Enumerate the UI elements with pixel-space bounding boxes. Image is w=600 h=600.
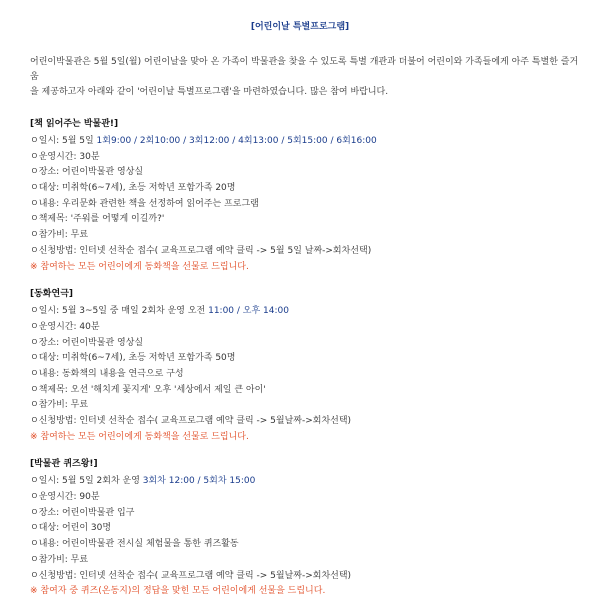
- section-heading: [동화연극]: [30, 289, 74, 300]
- schedule-times: 11:00 / 오후 14:00: [208, 306, 289, 317]
- info-location: ㅇ장소: 어린이박물관 영상실: [30, 167, 144, 178]
- page-title: [어린이날 특별프로그램]: [250, 22, 350, 32]
- info-content: ㅇ내용: 우리문화 관련한 책을 선정하여 읽어주는 프로그램: [30, 198, 259, 209]
- schedule-line: [14, 134, 586, 150]
- info-target: ㅇ대상: 미취학(6~7세), 초등 저학년 포함가족 20명: [30, 183, 236, 194]
- section-museum-quiz: [14, 457, 586, 600]
- schedule-line: [14, 474, 586, 490]
- info-content: ㅇ내용: 어린이박물관 전시실 체험물을 통한 퀴즈활동: [30, 539, 239, 550]
- intro-line-1: 어린이박물관은 5월 5일(월) 어린이날을 맞아 온 가족이 박물관을 찾을 수 있도록 특별 개관과 더불어 어린이와 가족들에게 아주 특별한 즐거움: [30, 57, 579, 82]
- section-heading: [책 읽어주는 박물관!]: [30, 119, 119, 129]
- intro-line-2: 을 제공하고자 아래와 같이 '어린이날 특별프로그램'을 마련하였습니다. 많은 참여 바랍니다.: [30, 87, 389, 97]
- info-apply: ㅇ신청방법: 인터넷 선착순 접수( 교육프로그램 예약 클릭 -> 5월날짜->회차선택): [30, 416, 352, 426]
- intro-paragraph: [14, 55, 586, 100]
- section-book-reading: [14, 117, 586, 275]
- schedule-prefix: ㅇ일시: 5월 5일: [30, 136, 97, 146]
- section-note: ※ 참여하는 모든 어린이에게 동화책을 선물로 드립니다.: [30, 431, 249, 442]
- info-fee: ㅇ참가비: 무료: [30, 554, 89, 565]
- schedule-times: 3회차 12:00 / 5회차 15:00: [142, 476, 256, 487]
- info-duration: ㅇ운영시간: 40분: [30, 321, 100, 332]
- schedule-prefix: ㅇ일시: 5월 5일 2회차 운영: [30, 476, 143, 487]
- section-note: ※ 참여하는 모든 어린이에게 동화책을 선물로 드립니다.: [30, 261, 249, 272]
- info-apply: ㅇ신청방법: 인터넷 선착순 접수( 교육프로그램 예약 클릭 -> 5월날짜->회차선택): [30, 570, 352, 581]
- info-target: ㅇ대상: 어린이 30명: [30, 523, 112, 534]
- info-duration: ㅇ운영시간: 30분: [30, 151, 100, 162]
- schedule-line: [14, 304, 586, 320]
- info-book-title: ㅇ책제목: '주워를 어떻게 이길까?': [30, 214, 165, 225]
- section-heading: [박물관 퀴즈왕!]: [30, 459, 98, 470]
- info-content: ㅇ내용: 동화책의 내용을 연극으로 구성: [30, 368, 184, 379]
- info-location: ㅇ장소: 어린이박물관 입구: [30, 507, 135, 518]
- schedule-times: 1회9:00 / 2회10:00 / 3회12:00 / 4회13:00 / 5회15:00 / 6회16:00: [96, 136, 377, 146]
- section-note: ※ 참여자 중 퀴즈(온동지)의 정답을 맞힌 모든 어린이에게 선물을 드립니다.: [30, 586, 326, 597]
- section-fairy-tale-play: [14, 287, 586, 445]
- info-apply: ㅇ신청방법: 인터넷 선착순 접수( 교육프로그램 예약 클릭 -> 5월 5일 날짜->회차선택): [30, 245, 372, 256]
- info-location: ㅇ장소: 어린이박물관 영상실: [30, 337, 144, 348]
- info-fee: ㅇ참가비: 무료: [30, 230, 89, 241]
- info-duration: ㅇ운영시간: 90분: [30, 492, 100, 503]
- info-target: ㅇ대상: 미취학(6~7세), 초등 저학년 포함가족 50명: [30, 353, 236, 364]
- info-fee: ㅇ참가비: 무료: [30, 400, 89, 411]
- schedule-prefix: ㅇ일시: 5월 3~5일 중 매일 2회차 운영 오전: [30, 306, 209, 317]
- info-book-title: ㅇ책제목: 오션 '해치게 꽃지게' 오후 '세상에서 제일 큰 아이': [30, 384, 266, 395]
